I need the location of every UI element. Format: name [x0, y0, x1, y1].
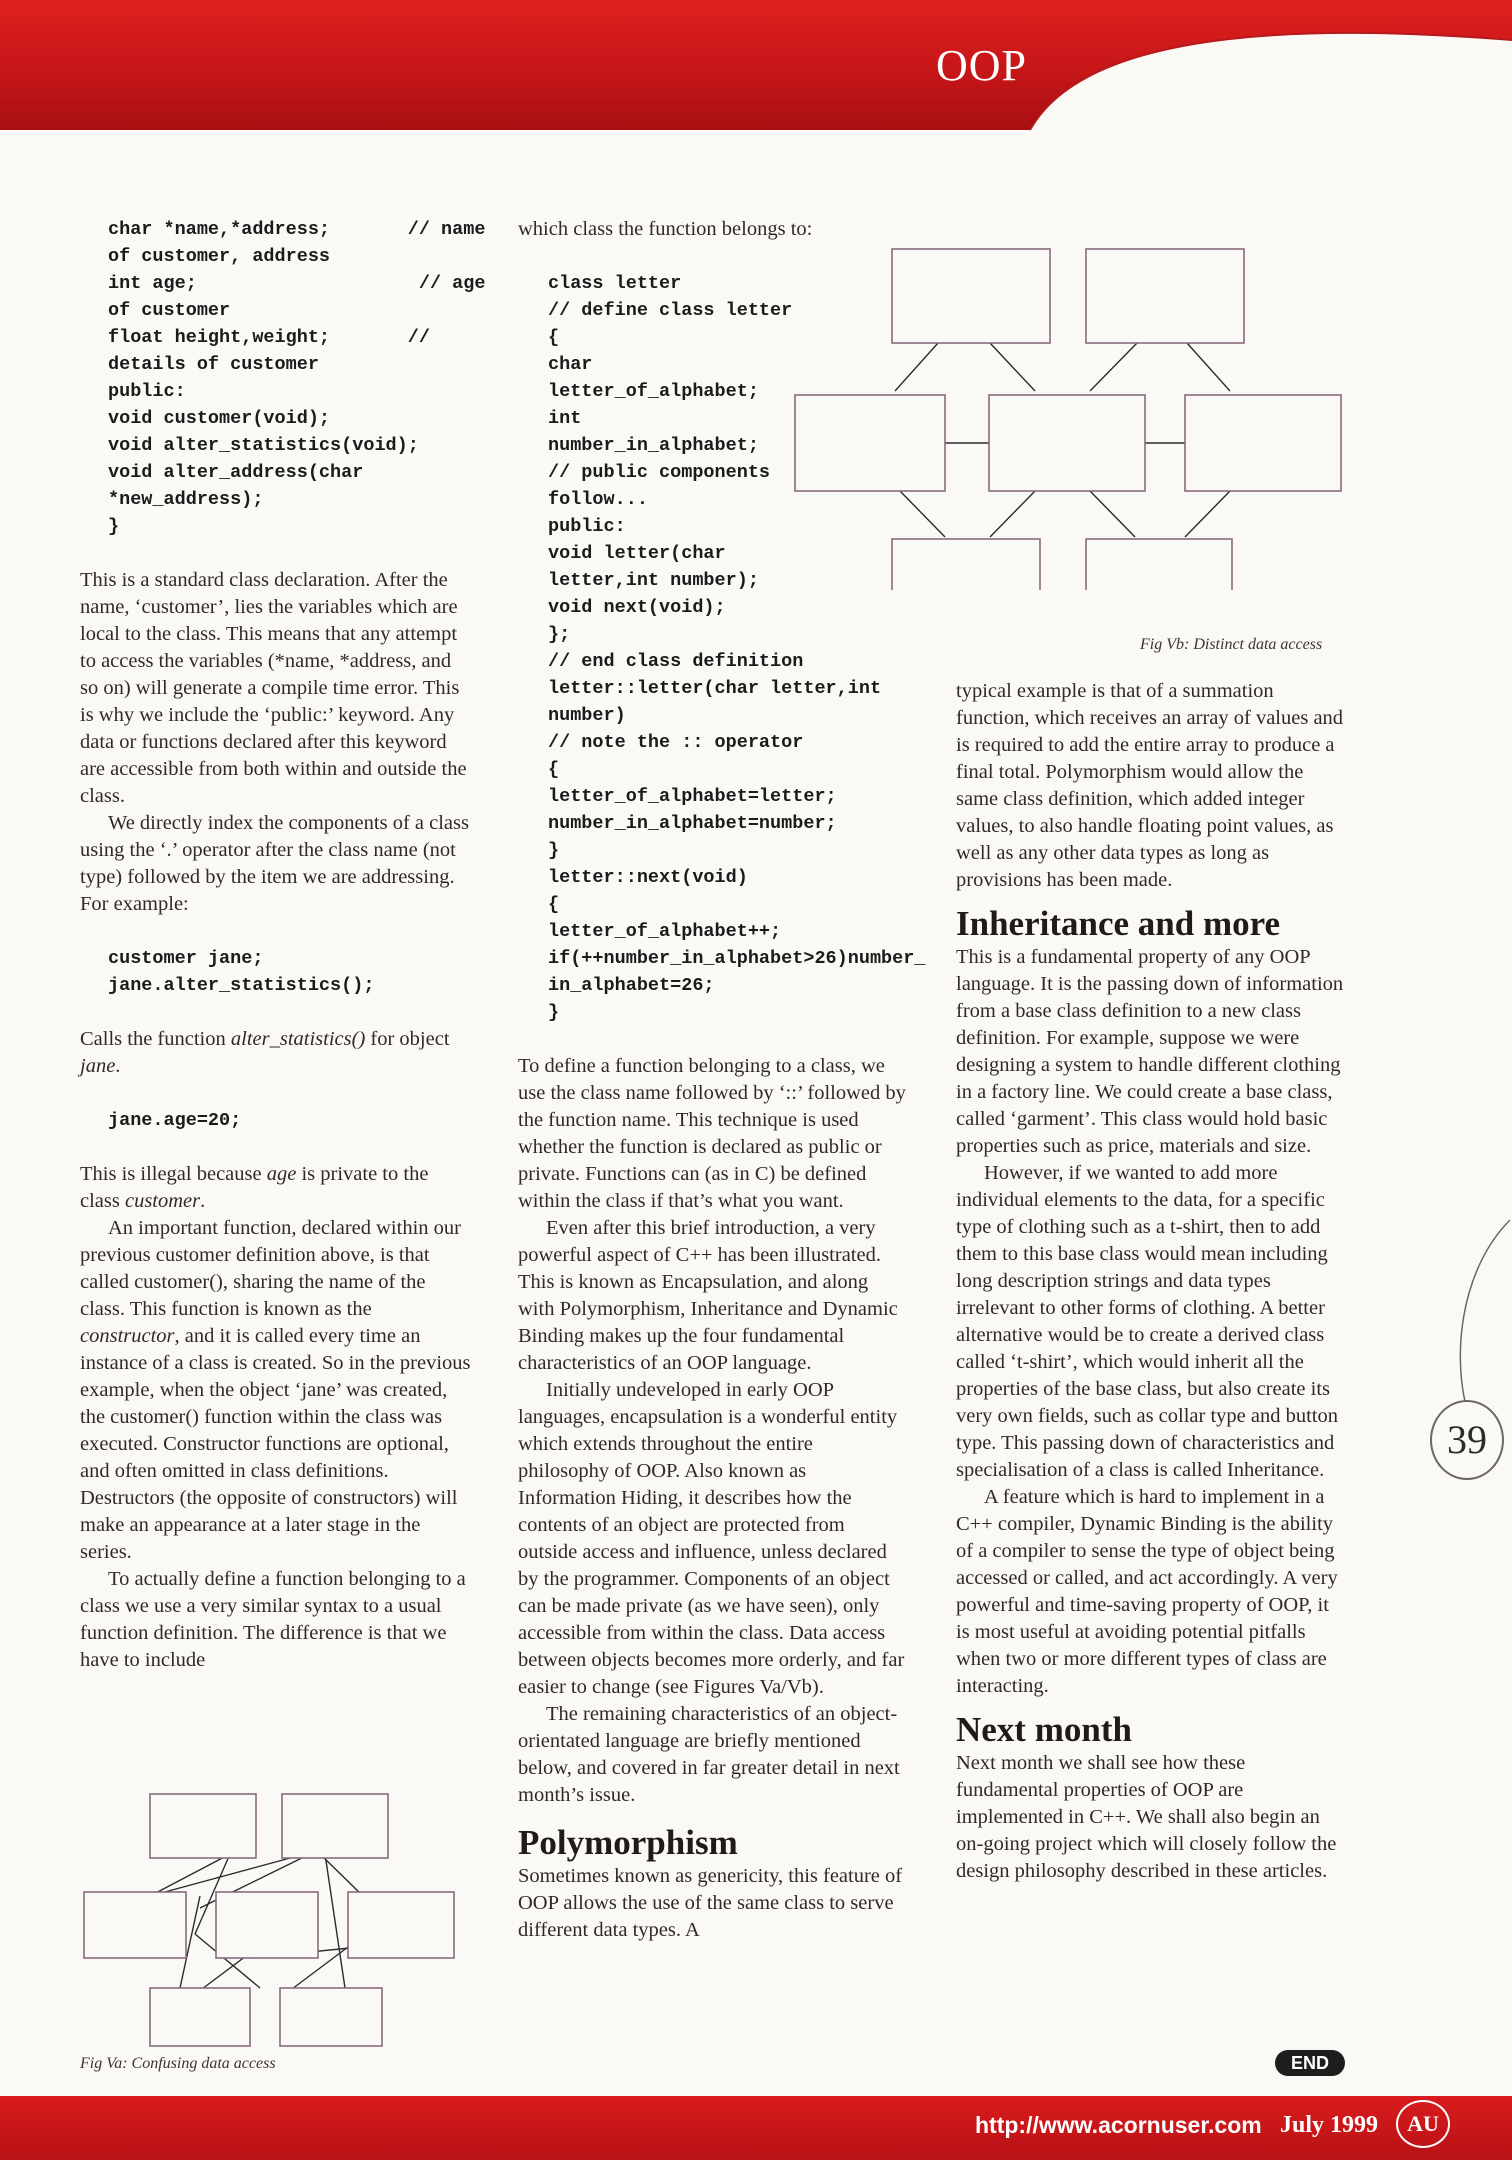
paragraph: Even after this brief introduction, a very powerful aspect of C++ has been illustrated. This is known as Encapsulation, and along with Polymorphism, Inheritance and Dynamic Binding makes up the four fundamental characteristics of an OOP language. [518, 1217, 898, 1374]
paragraph: Initially undeveloped in early OOP languages, encapsulation is a wonderful entity which extends throughout the entire philosophy of OOP. Also known as Information Hiding, it describes how the contents of an object are protected from outside access and influence, unless declared by the programmer. Components of an object can be made private (as we have seen), only accessible from within the class. Data access between objects becomes more orderly, and far easier to change (see Figures Va/Vb). [518, 1379, 905, 1698]
figure-va-diagram [80, 1788, 472, 2058]
diagram-box [150, 1794, 256, 1858]
paragraph: The remaining characteristics of an object-orientated language are briefly mentioned below, and covered in far greater detail in next month’s issue. [518, 1703, 900, 1806]
diagram-box [892, 249, 1050, 343]
page-number: 39 [1430, 1400, 1504, 1480]
heading-inheritance: Inheritance and more [956, 904, 1281, 943]
figure-va-caption: Fig Va: Confusing data access [80, 2055, 276, 2072]
paragraph: To define a function belonging to a class, we use the class name followed by ‘::’ followed by the function name. This technique is used whether the function is declared as public or private. Functions can (as in C) be defined within the class if that’s what you want. [518, 1055, 906, 1212]
paragraph: typical example is that of a summation function, which receives an array of values and is required to add the entire array to produce a final total. Polymorphism would allow the same class definition, which added integer values, to also handle floating point values, as well as any other data types as long as provisions has been made. [956, 680, 1344, 891]
footer-date: July 1999 [1280, 2112, 1379, 2138]
diagram-box [216, 1892, 318, 1958]
diagram-box [1086, 249, 1244, 343]
figure-vb-caption: Fig Vb: Distinct data access [1140, 636, 1323, 653]
header-swoosh [0, 0, 1512, 135]
col2-text [518, 1053, 906, 1809]
col1-text [80, 567, 472, 918]
footer-url-link[interactable]: http://www.acornuser.com [975, 2112, 1262, 2138]
heading-next-month: Next month [956, 1710, 1132, 1749]
diagram-box [795, 395, 945, 491]
col1-text-2 [80, 1161, 472, 1674]
column-1 [80, 216, 486, 1674]
diagram-box [282, 1794, 388, 1858]
code-block-customer: char *name,*address; // name of customer, address int age; // age of customer float height,weight; // details of customer public: void customer(void); void alter_statistics(void); void alter_address(char *new_address); } [108, 219, 486, 537]
paragraph: This is a standard class declaration. After the name, ‘customer’, lies the variables which are local to the class. This means that any attempt to access the variables (*name, *address, and so on) will generate a compile time error. This is why we include the ‘public:’ keyword. Any data or functions declared after this keyword are accessible from both within and outside the class. [80, 569, 467, 807]
end-badge: END [1275, 2050, 1345, 2076]
paragraph: Next month we shall see how these fundamental properties of OOP are implemented in C++. We shall also begin an on-going project which will closely follow the design philosophy described in these articles. [956, 1752, 1337, 1882]
paragraph: This is a fundamental property of any OOP language. It is the passing down of information from a base class definition to a new class definition. For example, suppose we were designing a system to handle different clothing in a factory line. We could create a base class, called ‘garment’. This class would hold basic properties such as price, materials and size. [956, 946, 1344, 1157]
diagram-box [892, 539, 1040, 590]
diagram-box [989, 395, 1145, 491]
diagram-box [348, 1892, 454, 1958]
heading-polymorphism: Polymorphism [518, 1823, 738, 1862]
acorn-user-logo: AU [1396, 2100, 1450, 2148]
code-block-jane: customer jane; jane.alter_statistics(); [108, 948, 375, 996]
diagram-box [84, 1892, 186, 1958]
code-block-letter: class letter // define class letter { char letter_of_alphabet; int number_in_alphabet; // public components follow... public: void letter(char letter,int number); void next(void); }; // end class definition letter::letter(char letter,int number) // note the :: operator { letter_of_alphabet=letter; number_in_alphabet=number; } letter::next(void) { letter_of_alphabet++; if(++number_in_alphabet>26)number_ in_alphabet=26; } [548, 273, 926, 1023]
paragraph: Sometimes known as genericity, this feature of OOP allows the use of the same class to serve different data types. A [518, 1865, 903, 1941]
paragraph: We directly index the components of a class using the ‘.’ operator after the class name (not type) followed by the item we are addressing. For example: [80, 812, 469, 915]
paragraph: However, if we wanted to add more individual elements to the data, for a specific type of clothing such as a t-shirt, then to add them to this base class would mean including long description strings and data types irrelevant to other forms of clothing. A better alternative would be to create a derived class called ‘t-shirt’, which would inherit all the properties of the base class, but also create its very own fields, such as collar type and button type. This passing down of characteristics and specialisation of a class is called Inheritance. [956, 1162, 1339, 1481]
column-3 [956, 678, 1344, 1885]
code-block-age: jane.age=20; [108, 1110, 242, 1131]
paragraph: This is illegal because age is private to the class customer. [80, 1163, 429, 1212]
page-edge-curve [1440, 1160, 1512, 1580]
paragraph: An important function, declared within our previous customer definition above, is that called customer(), sharing the name of the class. This function is known as the constructor, and it is called every time an instance of a class is created. So in the previous example, when the object ‘jane’ was created, the customer() function within the class was executed. Constructor functions are optional, and often omitted in class definitions. Destructors (the opposite of constructors) will make an appearance at a later stage in the series. [80, 1217, 471, 1563]
diagram-box [150, 1988, 250, 2046]
paragraph: A feature which is hard to implement in a C++ compiler, Dynamic Binding is the ability of a compiler to sense the type of object being accessed or called, and act accordingly. A very powerful and time-saving property of OOP, it is most useful at avoiding potential pitfalls when two or more different types of class are interacting. [956, 1486, 1338, 1697]
diagram-box [280, 1988, 382, 2046]
diagram-box [1185, 395, 1341, 491]
figure-vb-diagram [790, 245, 1350, 590]
paragraph: Calls the function alter_statistics() for object jane. [80, 1028, 450, 1077]
section-title: OOP [936, 41, 1028, 90]
col3-text [956, 944, 1344, 1700]
paragraph: To actually define a function belonging to a class we use a very similar syntax to a usual function definition. The difference is that we have to include [80, 1568, 466, 1671]
diagram-box [1086, 539, 1232, 590]
paragraph: which class the function belongs to: [518, 218, 813, 240]
